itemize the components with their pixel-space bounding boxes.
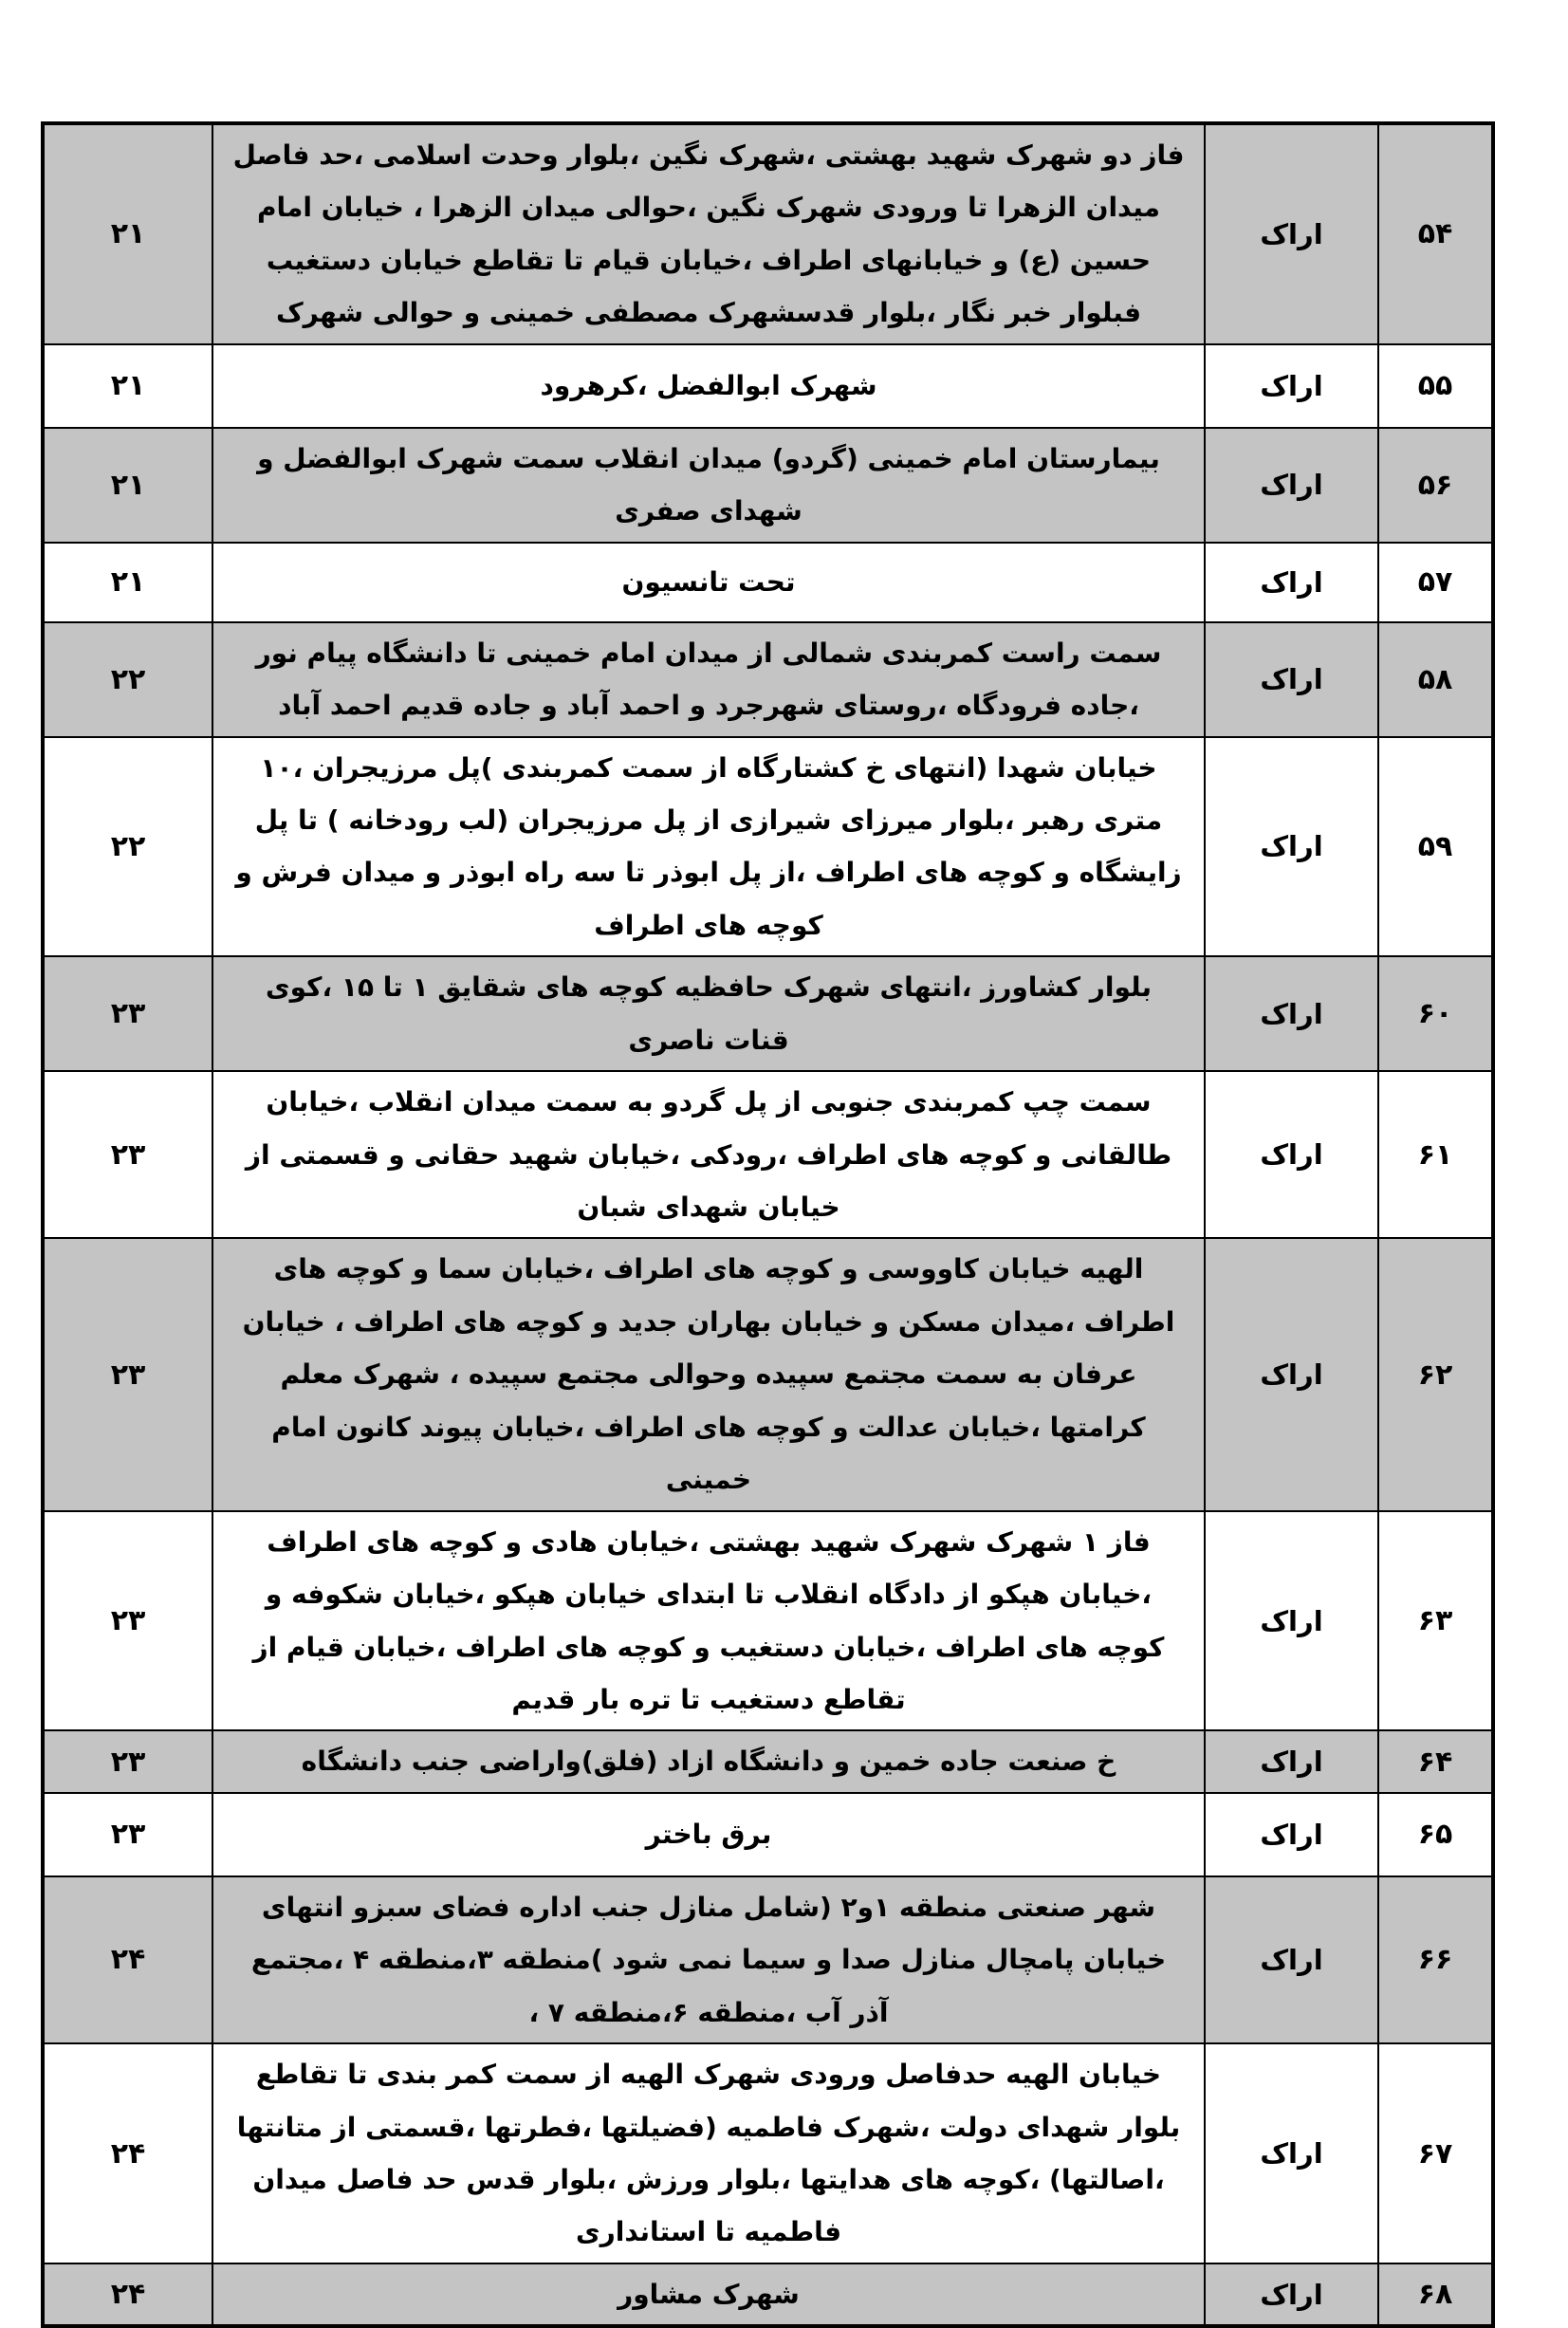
row-number-cell: ۵۵ — [1378, 344, 1493, 428]
zone-group-cell: ۲۱ — [43, 428, 212, 543]
city-cell: اراک — [1205, 428, 1378, 543]
zone-group-cell: ۲۲ — [43, 622, 212, 737]
city-cell: اراک — [1205, 956, 1378, 1071]
area-description-cell: شهرک ابوالفضل ،کرهرود — [212, 344, 1205, 428]
area-description-cell: برق باختر — [212, 1793, 1205, 1876]
row-number-cell: ۶۸ — [1378, 2263, 1493, 2326]
zone-group-cell: ۲۲ — [43, 737, 212, 957]
table-row — [43, 1730, 1493, 1792]
city-cell: اراک — [1205, 1071, 1378, 1238]
zone-group-cell: ۲۳ — [43, 956, 212, 1071]
table-row — [43, 1511, 1493, 1731]
zones-table-body — [43, 123, 1493, 2326]
table-row — [43, 123, 1493, 344]
zone-group-cell: ۲۱ — [43, 543, 212, 622]
row-number-cell: ۵۴ — [1378, 123, 1493, 344]
row-number-cell: ۶۳ — [1378, 1511, 1493, 1731]
area-description-cell: فاز ۱ شهرک شهرک شهید بهشتی ،خیابان هادی و کوچه های اطراف ،خیابان هپکو از دادگاه انقلاب تا ابتدای خیابان هپکو ،خیابان شکوفه و کوچه های اطراف ،خیابان دستغیب و کوچه های اطراف ،خیابان قیام از تقاطع دستغیب تا تره بار قدیم — [212, 1511, 1205, 1731]
row-number-cell: ۶۰ — [1378, 956, 1493, 1071]
table-row — [43, 737, 1493, 957]
area-description-cell: فاز دو شهرک شهید بهشتی ،شهرک نگین ،بلوار وحدت اسلامی ،حد فاصل میدان الزهرا تا ورودی شهرک نگین ،حوالی میدان الزهرا ، خیابان امام حسین (ع) و خیابانهای اطراف ،خیابان قیام تا تقاطع خیابان دستغیب فبلوار خبر نگار ،بلوار قدسشهرک مصطفی خمینی و حوالی شهرک — [212, 123, 1205, 344]
area-description-cell: شهر صنعتی منطقه ۱و۲ (شامل منازل جنب اداره فضای سبزو انتهای خیابان پامچال منازل صدا و سیما نمی شود )منطقه ۳،منطقه ۴ ،مجتمع آذر آب ،منطقه ۶،منطقه ۷ ، — [212, 1876, 1205, 2043]
city-cell: اراک — [1205, 1876, 1378, 2043]
city-cell: اراک — [1205, 1793, 1378, 1876]
zone-group-cell: ۲۳ — [43, 1238, 212, 1510]
city-cell: اراک — [1205, 622, 1378, 737]
zone-group-cell: ۲۳ — [43, 1071, 212, 1238]
area-description-cell: بلوار کشاورز ،انتهای شهرک حافظیه کوچه های شقایق ۱ تا ۱۵ ،کوی قنات ناصری — [212, 956, 1205, 1071]
row-number-cell: ۵۹ — [1378, 737, 1493, 957]
row-number-cell: ۶۴ — [1378, 1730, 1493, 1792]
outage-zones-table — [41, 121, 1495, 2328]
zone-group-cell: ۲۳ — [43, 1730, 212, 1792]
city-cell: اراک — [1205, 1238, 1378, 1510]
row-number-cell: ۶۷ — [1378, 2043, 1493, 2263]
zone-group-cell: ۲۱ — [43, 123, 212, 344]
city-cell: اراک — [1205, 2263, 1378, 2326]
zone-group-cell: ۲۴ — [43, 2043, 212, 2263]
city-cell: اراک — [1205, 344, 1378, 428]
row-number-cell: ۶۶ — [1378, 1876, 1493, 2043]
area-description-cell: تحت تانسیون — [212, 543, 1205, 622]
row-number-cell: ۵۷ — [1378, 543, 1493, 622]
table-row — [43, 344, 1493, 428]
row-number-cell: ۵۶ — [1378, 428, 1493, 543]
table-row — [43, 2043, 1493, 2263]
city-cell: اراک — [1205, 1730, 1378, 1792]
city-cell: اراک — [1205, 543, 1378, 622]
zone-group-cell: ۲۳ — [43, 1793, 212, 1876]
area-description-cell: سمت راست کمربندی شمالی از میدان امام خمینی تا دانشگاه پیام نور ،جاده فرودگاه ،روستای شهرجرد و احمد آباد و جاده قدیم احمد آباد — [212, 622, 1205, 737]
row-number-cell: ۵۸ — [1378, 622, 1493, 737]
row-number-cell: ۶۲ — [1378, 1238, 1493, 1510]
city-cell: اراک — [1205, 2043, 1378, 2263]
table-row — [43, 1793, 1493, 1876]
city-cell: اراک — [1205, 123, 1378, 344]
table-row — [43, 2263, 1493, 2326]
city-cell: اراک — [1205, 1511, 1378, 1731]
table-row — [43, 543, 1493, 622]
city-cell: اراک — [1205, 737, 1378, 957]
zone-group-cell: ۲۱ — [43, 344, 212, 428]
zone-group-cell: ۲۴ — [43, 1876, 212, 2043]
row-number-cell: ۶۵ — [1378, 1793, 1493, 1876]
table-row — [43, 1238, 1493, 1510]
table-row — [43, 1876, 1493, 2043]
zone-group-cell: ۲۳ — [43, 1511, 212, 1731]
area-description-cell: خیابان شهدا (انتهای خ کشتارگاه از سمت کمربندی )پل مرزیجران ،۱۰ متری رهبر ،بلوار میرزای شیرازی از پل مرزیجران (لب رودخانه ) تا پل زایشگاه و کوچه های اطراف ،از پل ابوذر تا سه راه ابوذر و میدان فرش و کوچه های اطراف — [212, 737, 1205, 957]
table-row — [43, 1071, 1493, 1238]
row-number-cell: ۶۱ — [1378, 1071, 1493, 1238]
area-description-cell: بیمارستان امام خمینی (گردو) میدان انقلاب سمت شهرک ابوالفضل و شهدای صفری — [212, 428, 1205, 543]
table-row — [43, 428, 1493, 543]
zone-group-cell: ۲۴ — [43, 2263, 212, 2326]
area-description-cell: شهرک مشاور — [212, 2263, 1205, 2326]
area-description-cell: سمت چپ کمربندی جنوبی از پل گردو به سمت میدان انقلاب ،خیابان طالقانی و کوچه های اطراف ،رودکی ،خیابان شهید حقانی و قسمتی از خیابان شهدای شبان — [212, 1071, 1205, 1238]
table-row — [43, 622, 1493, 737]
table-row — [43, 956, 1493, 1071]
area-description-cell: خ صنعت جاده خمین و دانشگاه ازاد (فلق)واراضی جنب دانشگاه — [212, 1730, 1205, 1792]
area-description-cell: الهیه خیابان کاووسی و کوچه های اطراف ،خیابان سما و کوچه های اطراف ،میدان مسکن و خیابان بهاران جدید و کوچه های اطراف ، خیابان عرفان به سمت مجتمع سپیده وحوالی مجتمع سپیده ، شهرک معلم کرامتها ،خیابان عدالت و کوچه های اطراف ،خیابان پیوند کانون امام خمینی — [212, 1238, 1205, 1510]
area-description-cell: خیابان الهیه حدفاصل ورودی شهرک الهیه از سمت کمر بندی تا تقاطع بلوار شهدای دولت ،شهرک فاطمیه (فضیلتها ،فطرتها ،قسمتی از متانتها ،اصالتها) ،کوچه های هدایتها ،بلوار ورزش ،بلوار قدس حد فاصل میدان فاطمیه تا استانداری — [212, 2043, 1205, 2263]
